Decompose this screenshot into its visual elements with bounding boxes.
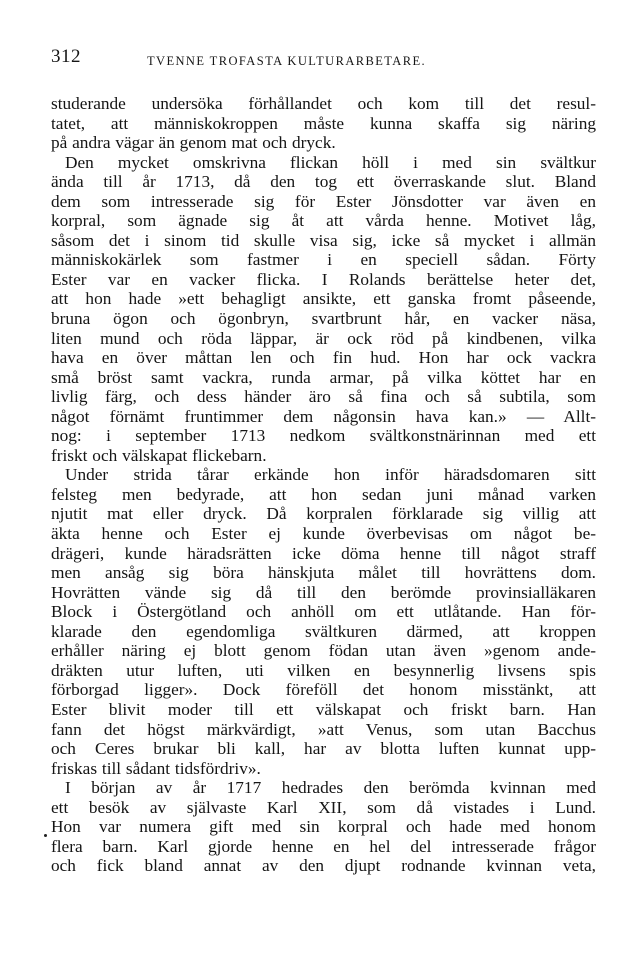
text-line: hava en över måttan len och fin hud. Hon har ock vackra — [51, 348, 596, 368]
text-line: felsteg men bedyrade, att hon sedan juni månad varken — [51, 484, 596, 504]
text-line: ett besök av självaste Karl XII, som då vistades i Lund. — [51, 797, 596, 817]
text-line: ända till år 1713, då den tog ett överraskande slut. Bland — [51, 172, 596, 192]
text-line: flera barn. Karl gjorde henne en hel del intresserade frågor — [51, 836, 596, 856]
text-line: drägeri, kunde häradsrätten icke döma henne till något straff — [51, 543, 596, 563]
text-line: på andra vägar än genom mat och dryck. — [51, 133, 336, 153]
text-line: Ester blivit moder till ett välskapat och friskt barn. Han — [51, 699, 596, 719]
text-line: erhåller näring ej blott genom födan utan även »genom ande- — [51, 641, 596, 661]
text-line: korpral, som ägnade sig åt att vårda henne. Motivet låg, — [51, 211, 596, 231]
text-line: njutit mat eller dryck. Då korpralen förklarade sig villig att — [51, 504, 596, 524]
text-line: dem som intresserade sig för Ester Jönsdotter var även en — [51, 191, 596, 211]
text-line: dräkten utur luften, uti vilken en besynnerlig livsens spis — [51, 660, 596, 680]
text-line: små bröst samt vackra, runda armar, på vilka köttet har en — [51, 367, 596, 387]
text-line: människokärlek som fastmer i en speciell sådan. Förty — [51, 250, 596, 270]
body-text — [51, 94, 596, 876]
text-line: livlig färg, och dess händer äro så fina och så subtila, som — [51, 387, 596, 407]
text-line: något förnämt fruntimmer dem någonsin hava kan.» — Allt- — [51, 406, 596, 426]
text-line: att hon hade »ett behagligt ansikte, ett ganska fromt påseende, — [51, 289, 596, 309]
text-line: I början av år 1717 hedrades den berömda kvinnan med — [65, 778, 596, 798]
running-title: TVENNE TROFASTA KULTURARBETARE. — [147, 54, 427, 68]
text-line: Den mycket omskrivna flickan höll i med sin svältkur — [65, 152, 596, 172]
text-line: Hon var numera gift med sin korpral och hade med honom — [51, 817, 596, 837]
running-head — [51, 44, 611, 74]
text-line: och fick bland annat av den djupt rodnande kvinnan veta, — [51, 856, 596, 876]
text-line: friskas till sådant tidsfördriv». — [51, 758, 261, 778]
text-line: och Ceres brukar bli kall, har av blotta luften kunnat upp- — [51, 739, 596, 759]
text-line: Hovrätten vände sig då till den berömde provinsialläkaren — [51, 582, 596, 602]
text-line: Under strida tårar erkände hon inför häradsdomaren sitt — [65, 465, 596, 485]
text-line: Ester var en vacker flicka. I Rolands berättelse heter det, — [51, 269, 596, 289]
text-line: nog: i september 1713 nedkom svältkonstnärinnan med ett — [51, 426, 596, 446]
text-line: förborgad ligger». Dock föreföll det honom misstänkt, att — [51, 680, 596, 700]
text-line: studerande undersöka förhållandet och kom till det resul- — [51, 94, 596, 113]
text-line: äkta henne och Ester ej kunde överbevisas om något be- — [51, 524, 596, 544]
text-line: bruna ögon och ögonbryn, svartbrunt hår, en vacker näsa, — [51, 309, 596, 329]
text-line: såsom det i sinom tid skulle visa sig, icke så mycket i allmän — [51, 230, 596, 250]
text-line: liten mund och röda läppar, är ock röd på kindbenen, vilka — [51, 328, 596, 348]
text-line: klarade den egendomliga svältkuren därmed, att kroppen — [51, 621, 596, 641]
text-line: men ansåg sig böra hänskjuta målet till hovrättens dom. — [51, 563, 596, 583]
text-line: Block i Östergötland och anhöll om ett utlåtande. Han för- — [51, 602, 596, 622]
text-line: tatet, att människokroppen måste kunna skaffa sig näring — [51, 113, 596, 133]
text-line: friskt och välskapat flickebarn. — [51, 445, 267, 465]
print-speck — [44, 834, 47, 837]
page-number: 312 — [51, 46, 81, 67]
text-line: fann det högst märkvärdigt, »att Venus, som utan Bacchus — [51, 719, 596, 739]
